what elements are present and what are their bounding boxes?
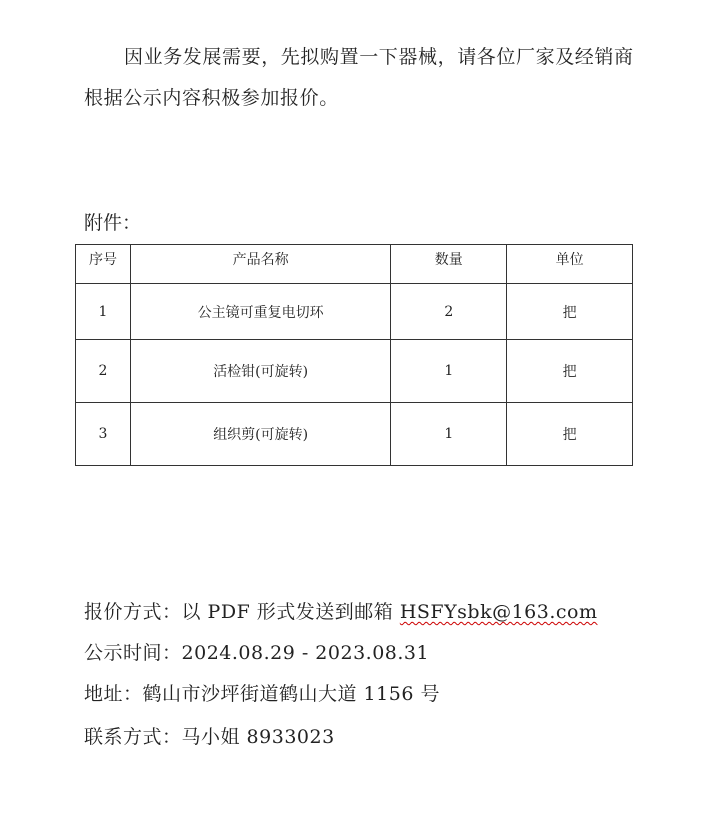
items-table	[75, 244, 633, 466]
cell-quantity: 1	[391, 340, 507, 403]
header-unit: 单位	[507, 245, 633, 284]
quote-method-text: 以 PDF 形式发送到邮箱	[181, 601, 400, 623]
quote-method-line	[84, 597, 597, 627]
address-value: 鹤山市沙坪街道鹤山大道 1156 号	[142, 683, 440, 705]
cell-product-name: 组织剪(可旋转)	[130, 403, 391, 466]
contact-line	[84, 722, 335, 752]
address-line	[84, 679, 440, 709]
table-row	[76, 403, 633, 466]
table-header-row	[76, 245, 633, 284]
cell-product-name: 活检钳(可旋转)	[130, 340, 391, 403]
cell-no: 1	[76, 284, 131, 340]
quote-method-label: 报价方式：	[84, 601, 182, 623]
publicity-time-label: 公示时间：	[84, 642, 182, 664]
contact-label: 联系方式：	[84, 726, 182, 748]
cell-unit: 把	[507, 403, 633, 466]
cell-no: 3	[76, 403, 131, 466]
table-row	[76, 340, 633, 403]
attachment-label: 附件：	[84, 212, 142, 234]
cell-quantity: 1	[391, 403, 507, 466]
publicity-time-line	[84, 638, 429, 668]
header-quantity: 数量	[391, 245, 507, 284]
header-no: 序号	[76, 245, 131, 284]
cell-no: 2	[76, 340, 131, 403]
contact-value: 马小姐 8933023	[181, 726, 335, 748]
intro-paragraph	[84, 37, 644, 119]
email-address[interactable]: HSFYsbk@163.com	[399, 601, 598, 623]
cell-unit: 把	[507, 340, 633, 403]
cell-product-name: 公主镜可重复电切环	[130, 284, 391, 340]
table-row	[76, 284, 633, 340]
publicity-time-value: 2024.08.29 - 2023.08.31	[181, 642, 430, 664]
intro-text: 因业务发展需要，先拟购置一下器械，请各位厂家及经销商根据公示内容积极参加报价。	[84, 46, 634, 109]
header-product-name: 产品名称	[130, 245, 391, 284]
cell-quantity: 2	[391, 284, 507, 340]
address-label: 地址：	[84, 683, 143, 705]
cell-unit: 把	[507, 284, 633, 340]
